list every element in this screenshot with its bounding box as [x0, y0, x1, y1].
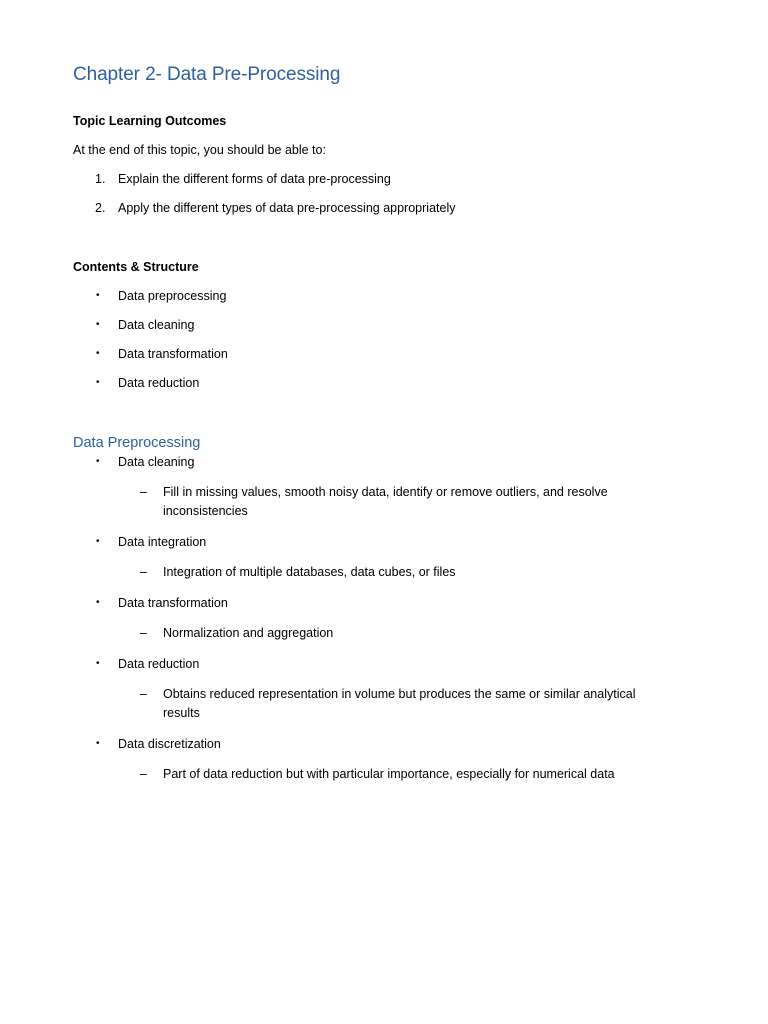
chapter-title: Chapter 2- Data Pre-Processing	[73, 64, 341, 85]
outcome-item	[73, 171, 673, 187]
bullet-icon: •	[96, 658, 100, 669]
contents-item-text: Data reduction	[118, 376, 200, 390]
spacer	[73, 404, 673, 434]
detail-text: Obtains reduced representation in volume but produces the same or similar analytical results	[163, 687, 636, 720]
dash-icon: –	[140, 626, 147, 640]
preprocessing-heading: Data Preprocessing	[73, 435, 201, 451]
preprocessing-item	[73, 534, 673, 582]
preprocessing-item-detail	[118, 685, 673, 723]
preprocessing-item-detail	[118, 624, 673, 643]
dash-icon: –	[140, 687, 147, 701]
preprocessing-item	[73, 454, 673, 521]
bullet-icon: •	[96, 456, 100, 467]
bullet-icon: •	[96, 738, 100, 749]
detail-text: Integration of multiple databases, data cubes, or files	[163, 565, 456, 579]
preprocessing-item-detail	[118, 563, 673, 582]
outcomes-heading: Topic Learning Outcomes	[73, 114, 227, 128]
preprocessing-item-detail	[118, 765, 673, 784]
outcomes-intro: At the end of this topic, you should be able to:	[73, 143, 326, 157]
preprocessing-item	[73, 736, 673, 784]
preprocessing-item-label: Data reduction	[118, 657, 200, 671]
bullet-icon: •	[96, 319, 100, 330]
spacer	[73, 229, 673, 259]
bullet-icon: •	[96, 536, 100, 547]
detail-text: Part of data reduction but with particular importance, especially for numerical data	[163, 767, 615, 781]
document-content	[73, 62, 673, 797]
contents-item-text: Data preprocessing	[118, 289, 227, 303]
contents-item	[73, 317, 673, 333]
preprocessing-item-label: Data transformation	[118, 596, 228, 610]
preprocessing-item-detail	[118, 483, 673, 521]
outcome-text: Apply the different types of data pre-processing appropriately	[118, 201, 456, 215]
preprocessing-item-label: Data cleaning	[118, 455, 195, 469]
detail-text: Normalization and aggregation	[163, 626, 334, 640]
bullet-icon: •	[96, 597, 100, 608]
outcome-text: Explain the different forms of data pre-processing	[118, 172, 391, 186]
preprocessing-item	[73, 656, 673, 723]
bullet-icon: •	[96, 348, 100, 359]
contents-item	[73, 288, 673, 304]
contents-heading: Contents & Structure	[73, 260, 199, 274]
bullet-icon: •	[96, 377, 100, 388]
contents-item	[73, 346, 673, 362]
outcomes-list	[73, 171, 673, 216]
dash-icon: –	[140, 565, 147, 579]
preprocessing-list	[73, 454, 673, 784]
preprocessing-item-label: Data integration	[118, 535, 207, 549]
contents-item-text: Data transformation	[118, 347, 228, 361]
outcome-number: 1.	[95, 172, 106, 186]
contents-item-text: Data cleaning	[118, 318, 195, 332]
contents-list	[73, 288, 673, 391]
outcome-item	[73, 200, 673, 216]
dash-icon: –	[140, 767, 147, 781]
detail-text: Fill in missing values, smooth noisy data, identify or remove outliers, and resolve inconsistencies	[163, 485, 608, 518]
preprocessing-item-label: Data discretization	[118, 737, 221, 751]
outcome-number: 2.	[95, 201, 106, 215]
preprocessing-item	[73, 595, 673, 643]
dash-icon: –	[140, 485, 147, 499]
bullet-icon: •	[96, 290, 100, 301]
contents-item	[73, 375, 673, 391]
